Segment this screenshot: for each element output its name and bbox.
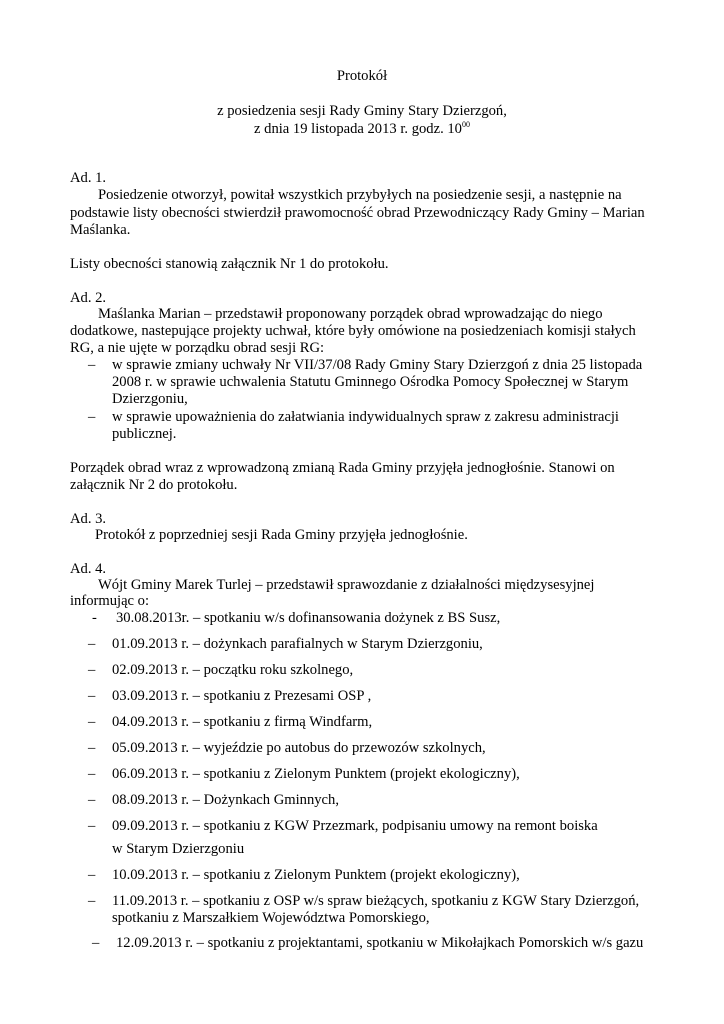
activity-item: 08.09.2013 r. – Dożynkach Gminnych, <box>112 792 339 808</box>
activity-item-continuation: spotkaniu z Marszałkiem Województwa Pomorskiego, <box>112 910 430 926</box>
ad3-paragraph: Protokół z poprzedniej sesji Rada Gminy przyjęła jednogłośnie. <box>95 527 468 543</box>
ad1-attendance-note: Listy obecności stanowią załącznik Nr 1 do protokołu. <box>70 256 389 272</box>
list-dash: – <box>88 714 96 730</box>
ad4-paragraph-line: Wójt Gminy Marek Turlej – przedstawił sprawozdanie z działalności międzysesyjnej <box>98 577 595 593</box>
ad4-paragraph-line: informując o: <box>70 593 150 609</box>
ad2-paragraph-line: dodatkowe, nastepujące projekty uchwał, które były omówione na posiedzeniach komisji stałych <box>70 323 636 339</box>
ad1-paragraph-line: Maślanka. <box>70 222 131 238</box>
ad2-paragraph-line: Maślanka Marian – przedstawił proponowany porządek obrad wprowadzając do niego <box>98 306 603 322</box>
ad2-heading: Ad. 2. <box>70 290 107 306</box>
list-dash: – <box>88 357 96 373</box>
activity-item: 10.09.2013 r. – spotkaniu z Zielonym Punktem (projekt ekologiczny), <box>112 867 520 883</box>
ad2-paragraph-line: RG, a nie ujęte w porządku obrad sesji RG: <box>70 340 325 356</box>
list-dash: – <box>88 818 96 834</box>
ad1-paragraph-line: Posiedzenie otworzył, powitał wszystkich przybyłych na posiedzenie sesji, a następnie na <box>98 187 622 203</box>
list-dash: – <box>88 740 96 756</box>
list-item-line: publicznej. <box>112 426 177 442</box>
activity-item: 02.09.2013 r. – początku roku szkolnego, <box>112 662 354 678</box>
activity-item: 06.09.2013 r. – spotkaniu z Zielonym Punktem (projekt ekologiczny), <box>112 766 520 782</box>
activity-item: 11.09.2013 r. – spotkaniu z OSP w/s spraw bieżących, spotkaniu z KGW Stary Dzierzgoń, <box>112 893 640 909</box>
list-dash: – <box>88 893 96 909</box>
list-dash: – <box>88 766 96 782</box>
ad2-agenda-note-line: załącznik Nr 2 do protokołu. <box>70 477 238 493</box>
list-dash: – <box>92 935 100 951</box>
ad1-heading: Ad. 1. <box>70 170 107 186</box>
list-item-line: w sprawie zmiany uchwały Nr VII/37/08 Rady Gminy Stary Dzierzgoń z dnia 25 listopada <box>112 357 643 373</box>
list-dash: – <box>88 409 96 425</box>
ad3-heading: Ad. 3. <box>70 511 107 527</box>
list-item-line: 2008 r. w sprawie uchwalenia Statutu Gminnego Ośrodka Pomocy Społecznej w Starym <box>112 374 629 390</box>
document-title: Protokół <box>336 68 388 84</box>
document-subtitle-line1: z posiedzenia sesji Rady Gminy Stary Dzierzgoń, <box>217 103 507 119</box>
ad4-heading: Ad. 4. <box>70 561 107 577</box>
activity-item: 03.09.2013 r. – spotkaniu z Prezesami OSP , <box>112 688 372 704</box>
list-dash: – <box>88 662 96 678</box>
list-dash: - <box>92 610 97 626</box>
list-item-line: w sprawie upoważnienia do załatwiania indywidualnych spraw z zakresu administracji <box>112 409 619 425</box>
activity-item-continuation: w Starym Dzierzgoniu <box>112 841 245 857</box>
session-date-time: z dnia 19 listopada 2013 r. godz. 10 <box>254 121 462 137</box>
list-dash: – <box>88 792 96 808</box>
session-time-minutes: 00 <box>461 120 470 129</box>
document-subtitle-line2 <box>0 121 724 138</box>
ad2-agenda-note-line: Porządek obrad wraz z wprowadzoną zmianą Rada Gminy przyjęła jednogłośnie. Stanowi on <box>70 460 615 476</box>
list-dash: – <box>88 867 96 883</box>
activity-item: 01.09.2013 r. – dożynkach parafialnych w Starym Dzierzgoniu, <box>112 636 483 652</box>
activity-item: 05.09.2013 r. – wyjeździe po autobus do przewozów szkolnych, <box>112 740 486 756</box>
list-dash: – <box>88 636 96 652</box>
list-dash: – <box>88 688 96 704</box>
activity-item: 12.09.2013 r. – spotkaniu z projektantami, spotkaniu w Mikołajkach Pomorskich w/s gazu <box>116 935 644 951</box>
activity-item: 30.08.2013r. – spotkaniu w/s dofinansowania dożynek z BS Susz, <box>116 610 501 626</box>
list-item-line: Dzierzgoniu, <box>112 391 188 407</box>
activity-item: 04.09.2013 r. – spotkaniu z firmą Windfarm, <box>112 714 373 730</box>
activity-item: 09.09.2013 r. – spotkaniu z KGW Przezmark, podpisaniu umowy na remont boiska <box>112 818 598 834</box>
ad1-paragraph-line: podstawie listy obecności stwierdził prawomocność obrad Przewodniczący Rady Gminy – Marian <box>70 205 645 221</box>
